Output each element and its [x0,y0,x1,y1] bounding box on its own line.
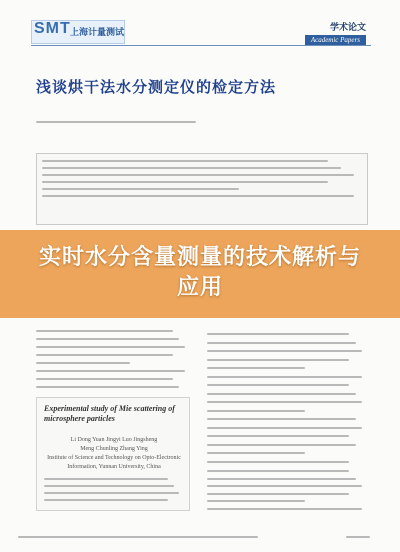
body-text-line [207,435,349,437]
abstract-line [42,195,354,197]
abstract-line [42,188,239,190]
article-title: 浅谈烘干法水分测定仪的检定方法 [36,78,277,96]
english-text-line [44,499,168,501]
body-text-line [36,346,185,348]
body-text-line [207,384,349,386]
body-text-line [207,342,356,344]
english-text-line [207,478,356,480]
body-text-line [207,333,349,335]
body-text-line [207,452,305,454]
author-line [36,119,196,126]
english-text-line [207,493,349,495]
body-text-line [207,427,362,429]
english-text-line [207,485,362,487]
body-text-line [207,376,362,378]
body-text-line [36,354,173,356]
english-authors: Li Dong Yuan Jingyi Luo Jingsheng Meng Chunling Zhang Ying Institute of Science and Technology on Opto-Electronic Information, Yunnan University, China [47,437,181,470]
english-text-line [44,485,174,487]
english-text-line [207,508,362,510]
abstract-line [42,160,328,162]
english-text-line [44,478,168,480]
abstract-line [42,181,328,183]
body-text-line [36,338,179,340]
section-label-en: Academic Papers [305,35,366,45]
english-text-line [207,500,305,502]
journal-name-cn: 上海计量测试 [70,28,125,38]
page-number [346,534,370,541]
header-divider [31,45,371,46]
body-text-line [207,418,356,420]
body-text-line [207,393,356,395]
body-text-line [207,410,305,412]
section-label-cn: 学术论文 [329,23,366,33]
english-title: Experimental study of Mie scattering of microsphere particles [44,404,175,423]
body-text-line [207,359,349,361]
abstract-line [42,167,341,169]
body-text-line [36,378,173,380]
section-header [305,20,366,45]
body-text-line [36,362,130,364]
body-text-line [36,386,179,388]
body-text-line [207,401,362,403]
footer-copyright [18,535,258,541]
body-text-line [207,367,305,369]
banner-title: 实时水分含量测量的技术解析与应用 [38,245,361,300]
journal-logo: SMT [34,20,71,37]
body-text-line [36,330,173,332]
english-text-line [207,470,349,472]
body-text-line [207,350,362,352]
abstract-line [42,174,354,176]
body-text-line [36,370,185,372]
english-text-line [44,492,179,494]
body-text-line [207,461,349,463]
body-text-line [207,444,356,446]
